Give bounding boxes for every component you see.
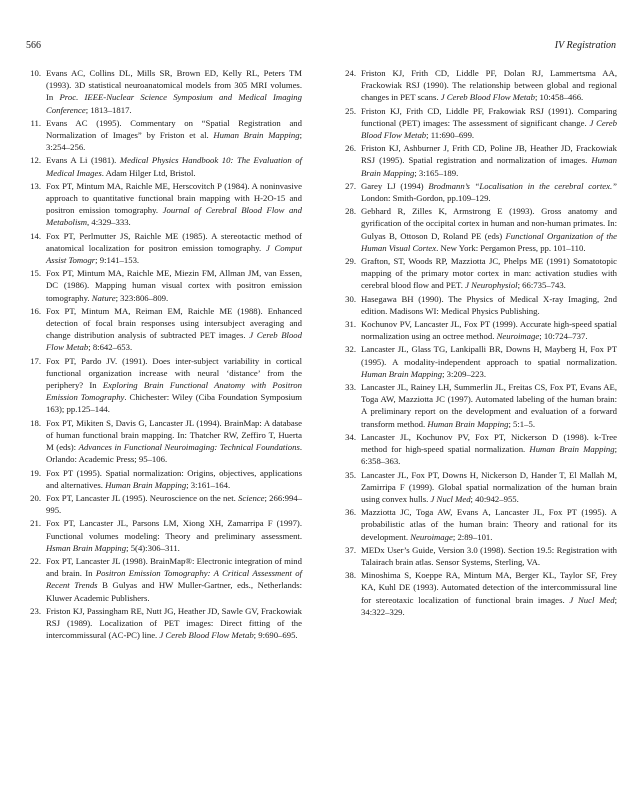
reference-number: 13. — [30, 180, 41, 191]
reference-citation-details: . Orlando: Academic Press; 95–106. — [46, 442, 302, 465]
reference-body: Mazziotta JC, Toga AW, Evans A, Lancaster JL, Fox PT (1995). A probabilistic atlas of the human brain: Theory and rational for its development. — [361, 507, 617, 542]
reference-citation-details: ; 3:161–164. — [186, 479, 231, 490]
reference-citation-details: , 4:329–333. — [87, 217, 131, 228]
reference-text — [46, 305, 302, 354]
reference-citation-details: B Gulyas and HW Muller-Gartner, eds., Netherlands: Kluwer Academic Publishers. — [46, 580, 302, 603]
reference-body: Lancaster JL, Glass TG, Lankipalli BR, Downs H, Mayberg H, Fox PT (1995). A modality-independent approach to spatial normalization. — [361, 344, 617, 367]
reference-entry — [26, 267, 302, 304]
reference-source-title: Proc. IEEE-Nuclear Science Symposium and Medical Imaging Conference — [46, 92, 302, 115]
reference-text — [361, 67, 617, 104]
reference-source-title: Medical Physics Handbook 10: The Evaluation of Medical Images — [46, 155, 302, 178]
reference-entry — [341, 318, 617, 342]
reference-body: Grafton, ST, Woods RP, Mazziotta JC, Phelps ME (1991) Somatotopic mapping of the primary motor cortex in man: activation studies with cerebral blood flow and PET. — [361, 256, 617, 291]
references-left-column — [26, 67, 302, 641]
reference-citation-details: ; 3:254–256. — [46, 130, 302, 153]
reference-citation-details: ; 323:806–809. — [115, 292, 169, 303]
reference-number: 23. — [30, 605, 41, 616]
reference-number: 22. — [30, 555, 41, 566]
reference-source-title: Neuroimage — [496, 331, 540, 342]
reference-entry — [341, 506, 617, 543]
reference-citation-details: ; 5(4):306–311. — [126, 542, 180, 553]
reference-source-title: Human Brain Mapping — [361, 368, 443, 379]
reference-body: Hasegawa BH (1990). The Physics of Medical X-ray Imaging, 2nd edition. Madisons WI: Medical Physics Publishing. — [361, 293, 617, 316]
reference-number: 30. — [345, 293, 356, 304]
reference-entry — [26, 154, 302, 178]
reference-entry — [341, 67, 617, 104]
reference-number: 33. — [345, 382, 356, 393]
reference-text — [46, 355, 302, 416]
reference-entry — [341, 293, 617, 317]
reference-citation-details: ; 10:458–466. — [534, 92, 584, 103]
reference-text — [361, 469, 617, 506]
reference-source-title: Positron Emission Tomography: A Critical Assessment of Recent Trends — [46, 568, 303, 591]
reference-text — [46, 417, 302, 466]
reference-source-title: Human Brain Mapping — [105, 479, 187, 490]
reference-source-title: Hsman Brain Mapping — [46, 542, 127, 553]
reference-entry — [26, 305, 302, 354]
reference-source-title: Human Brain Mapping — [427, 418, 509, 429]
reference-body: Friston KJ, Passingham RE, Nutt JG, Heather JD, Sawle GV, Frackowiak RSJ (1989). Localization of PET images: Direct fitting of the intercommissural (AC-PC) line. — [46, 605, 302, 641]
reference-number: 15. — [30, 268, 41, 279]
reference-number: 16. — [30, 305, 41, 316]
reference-body: Fox PT, Perlmutter JS, Raichle ME (1985). A stereotactic method of anatomical localization for positron emission tomography. — [46, 230, 302, 253]
reference-entry — [26, 517, 302, 554]
reference-entry — [26, 230, 302, 267]
reference-entry — [26, 417, 302, 466]
reference-source-title: Science — [238, 492, 265, 503]
reference-entry — [26, 355, 302, 416]
reference-number: 17. — [30, 355, 41, 366]
reference-text — [361, 569, 617, 618]
reference-text — [46, 517, 302, 554]
reference-citation-details: ; 10:724–737. — [539, 331, 588, 342]
reference-text — [361, 431, 617, 468]
reference-body: Friston KJ, Frith CD, Liddle PF, Dolan RJ, Lammertsma AA, Frackowiak RSJ (1990). The relationship between global and regional changes in PET scans. — [361, 68, 617, 103]
reference-citation-details: ; 1813–1817. — [85, 104, 132, 115]
reference-body: Fox PT, Mintum MA, Raichle ME, Herscovitch P (1984). A noninvasive approach to quantitative functional brain mapping with H-2O-15 and positron emission tomography. — [46, 180, 302, 216]
reference-entry — [26, 67, 302, 116]
reference-source-title: Neuroimage — [410, 531, 453, 542]
reference-citation-details: ; 66:735–743. — [517, 280, 566, 291]
reference-number: 31. — [345, 319, 356, 330]
reference-source-title: Journal of Cerebral Blood Flow and Metabolism — [46, 205, 302, 228]
reference-citation-details: ; 6:358–363. — [361, 444, 617, 467]
reference-body: Fox PT, Mikiten S, Davis G, Lancaster JL (1994). BrainMap: A database of human functional brain mapping. In: Thatcher RW, Zeffiro T, Huerta M (eds): — [46, 417, 302, 453]
reference-body: Gebhard R, Zilles K, Armstrong E (1993). Gross anatomy and gyrification of the occipital cortex in human and non-human primates. In: Gulyas B, Ottoson D, Roland PE (eds) — [361, 206, 617, 241]
reference-entry — [26, 117, 302, 154]
reference-text — [361, 142, 617, 179]
reference-source-title: J Cereb Blood Flow Metab — [440, 92, 535, 103]
reference-text — [46, 267, 302, 304]
reference-text — [361, 318, 617, 342]
reference-citation-details: . New York: Pergamon Press, pp. 101–110. — [436, 242, 586, 253]
reference-text — [46, 492, 302, 516]
reference-citation-details: . Adam Hilger Ltd, Bristol. — [101, 167, 196, 178]
reference-citation-details: ; 34:322–329. — [361, 594, 617, 617]
reference-entry — [26, 555, 302, 604]
reference-number: 24. — [345, 68, 356, 78]
reference-body: MEDx User’s Guide, Version 3.0 (1998). Section 19.5: Registration with Talairach brain atlas. Sensor Systems, Sterling, VA. — [361, 544, 617, 567]
reference-body: Fox PT, Lancaster JL, Parsons LM, Xiong XH, Zamarripa F (1997). Functional volumes modeling: Theory and preliminary assessment. — [46, 518, 302, 541]
reference-citation-details: ; 40:942–955. — [470, 493, 519, 504]
reference-number: 36. — [345, 507, 356, 518]
reference-number: 20. — [30, 492, 41, 503]
reference-source-title: J Nucl Med — [569, 594, 615, 605]
reference-entry — [341, 142, 617, 179]
reference-citation-details: ; 11:690–699. — [426, 130, 475, 141]
reference-entry — [26, 492, 302, 516]
reference-body: Lancaster JL, Rainey LH, Summerlin JL, Freitas CS, Fox PT, Evans AE, Toga AW, Mazziotta JC (1997). Automated labeling of the human brain: A preliminary report on the development and evaluation of a forward transform method. — [361, 382, 617, 429]
reference-number: 25. — [345, 105, 356, 116]
reference-source-title: J Cereb Blood Flow Metab — [46, 330, 302, 353]
reference-number: 27. — [345, 180, 356, 191]
reference-number: 10. — [30, 68, 41, 78]
page-header — [26, 40, 616, 54]
reference-entry — [26, 467, 302, 491]
reference-citation-details: ; 3:209–223. — [442, 368, 487, 379]
reference-text — [361, 381, 617, 430]
reference-text — [46, 180, 302, 229]
reference-source-title: Exploring Brain Functional Anatomy with Positron Emission Tomography — [46, 380, 302, 403]
reference-number: 21. — [30, 518, 41, 529]
reference-citation-details: ; 9:690–695. — [253, 630, 298, 641]
reference-citation-details: ; 5:1–5. — [508, 418, 535, 429]
reference-source-title: Nature — [91, 292, 116, 303]
reference-text — [361, 293, 617, 317]
reference-citation-details: London: Smith-Gordon, pp.109–129. — [361, 193, 491, 204]
reference-body: Fox PT, Pardo JV. (1991). Does inter-subject variability in cortical functional organization increase with neural ‘distance’ from the periphery? In — [46, 355, 302, 391]
reference-number: 12. — [30, 155, 41, 166]
reference-citation-details: ; 2:89–101. — [452, 531, 493, 542]
reference-source-title: Human Brain Mapping — [213, 130, 300, 141]
reference-entry — [341, 544, 617, 568]
reference-source-title: J Cereb Blood Flow Metab — [159, 630, 254, 641]
reference-text — [46, 117, 302, 154]
reference-source-title: Human Brain Mapping — [529, 444, 615, 455]
reference-source-title: J Nucl Med — [430, 493, 471, 504]
reference-citation-details: . Chichester: Wiley (Ciba Foundation Symposium 163); pp.125–144. — [46, 392, 303, 415]
reference-body: Evans A Li (1981). — [46, 155, 120, 166]
reference-entry — [26, 180, 302, 229]
reference-number: 28. — [345, 206, 356, 217]
reference-body: Fox PT, Lancaster JL (1998). BrainMap®: Electronic integration of mind and brain. In — [46, 555, 302, 579]
reference-source-title: Functional Organization of the Human Visual Cortex — [361, 230, 617, 253]
reference-number: 34. — [345, 431, 356, 442]
reference-source-title: Brodmann’s “Localisation in the cerebral cortex.” — [428, 180, 617, 191]
reference-number: 35. — [345, 469, 356, 480]
reference-citation-details: ; 3:165–189. — [414, 167, 459, 178]
reference-entry — [341, 180, 617, 204]
reference-body: Evans AC (1995). Commentary on “Spatial Registration and Normalization of Images” by Friston et al. — [46, 117, 302, 141]
reference-entry — [26, 605, 302, 642]
reference-entry — [341, 569, 617, 618]
reference-text — [361, 205, 617, 254]
reference-source-title: Advances in Functional Neuroimaging: Technical Foundations — [78, 442, 300, 453]
reference-body: Fox PT, Mintum MA, Reiman EM, Raichle ME (1988). Enhanced detection of focal brain responses using intersubject averaging and change distribution analysis of subtracted PET images. — [46, 305, 302, 341]
section-title: IV Registration — [554, 40, 616, 51]
reference-source-title: J Comput Assist Tomogr — [46, 242, 303, 266]
reference-number: 32. — [345, 344, 356, 355]
reference-citation-details: ; 9:141–153. — [95, 255, 140, 266]
reference-number: 37. — [345, 544, 356, 555]
page-number: 566 — [26, 40, 41, 51]
reference-text — [361, 105, 617, 142]
reference-body: Friston KJ, Frith CD, Liddle PF, Frakowiak RSJ (1991). Comparing functional (PET) images: The assessment of significant change. — [361, 105, 617, 128]
reference-body: Friston KJ, Ashburner J, Frith CD, Poline JB, Heather JD, Frackowiak RSJ (1995). Spatial registration and normalization of images. — [361, 143, 617, 166]
reference-entry — [341, 105, 617, 142]
reference-entry — [341, 469, 617, 506]
reference-text — [46, 230, 302, 267]
reference-body: Fox PT, Mintum MA, Raichle ME, Miezin FM, Allman JM, van Essen, DC (1986). Mapping human visual cortex with positron emission tomography. — [46, 268, 302, 303]
reference-source-title: J Cereb Blood Flow Metab — [361, 117, 618, 141]
reference-text — [361, 544, 617, 568]
reference-number: 38. — [345, 570, 356, 581]
reference-body: Kochunov PV, Lancaster JL, Fox PT (1999). Accurate high-speed spatial normalization using an octree method. — [361, 319, 617, 342]
reference-number: 18. — [30, 417, 41, 428]
reference-text — [46, 467, 302, 491]
reference-citation-details: ; 266:994–995. — [46, 492, 302, 516]
reference-entry — [341, 381, 617, 430]
reference-text — [361, 255, 617, 292]
reference-entry — [341, 431, 617, 468]
reference-body: Lancaster JL, Kochunov PV, Fox PT, Nickerson D (1998). k-Tree method for high-speed spatial normalization. — [361, 431, 617, 455]
reference-number: 19. — [30, 467, 41, 478]
reference-text — [361, 180, 617, 204]
reference-source-title: J Neurophysiol — [465, 280, 518, 291]
reference-number: 29. — [345, 256, 356, 267]
reference-text — [46, 605, 302, 642]
reference-text — [46, 154, 302, 178]
reference-citation-details: ; 8:642–653. — [88, 342, 133, 353]
reference-text — [46, 555, 302, 604]
reference-number: 11. — [30, 117, 41, 128]
reference-body: Lancaster JL, Fox PT, Downs H, Nickerson D, Hander T, El Mallah M, Zamirripa F (1999). Global spatial normalization of the human brain using convex hulls. — [361, 469, 617, 504]
reference-body: Fox PT, Lancaster JL (1995). Neuroscience on the net. — [46, 492, 238, 503]
reference-entry — [341, 343, 617, 380]
reference-body: Fox PT (1995). Spatial normalization: Origins, objectives, applications and alternatives. — [46, 467, 302, 490]
reference-body: Evans AC, Collins DL, Mills SR, Brown ED, Kelly RL, Peters TM (1993). 3D statistical neuroanatomical models from 305 MRI volumes. In — [46, 68, 302, 103]
reference-number: 26. — [345, 143, 356, 154]
reference-number: 14. — [30, 230, 41, 241]
reference-text — [361, 506, 617, 543]
reference-entry — [341, 205, 617, 254]
reference-text — [46, 67, 302, 116]
reference-entry — [341, 255, 617, 292]
references-right-column — [341, 67, 617, 618]
reference-text — [361, 343, 617, 380]
reference-body: Minoshima S, Koeppe RA, Mintum MA, Berger KL, Taylor SF, Frey KA, Kuhl DE (1993). Automated detection of the intercommissural line for stereotaxic localization of functional brain images. — [361, 570, 617, 605]
reference-source-title: Human Brain Mapping — [361, 155, 617, 178]
reference-body: Garey LJ (1994) — [361, 180, 429, 191]
